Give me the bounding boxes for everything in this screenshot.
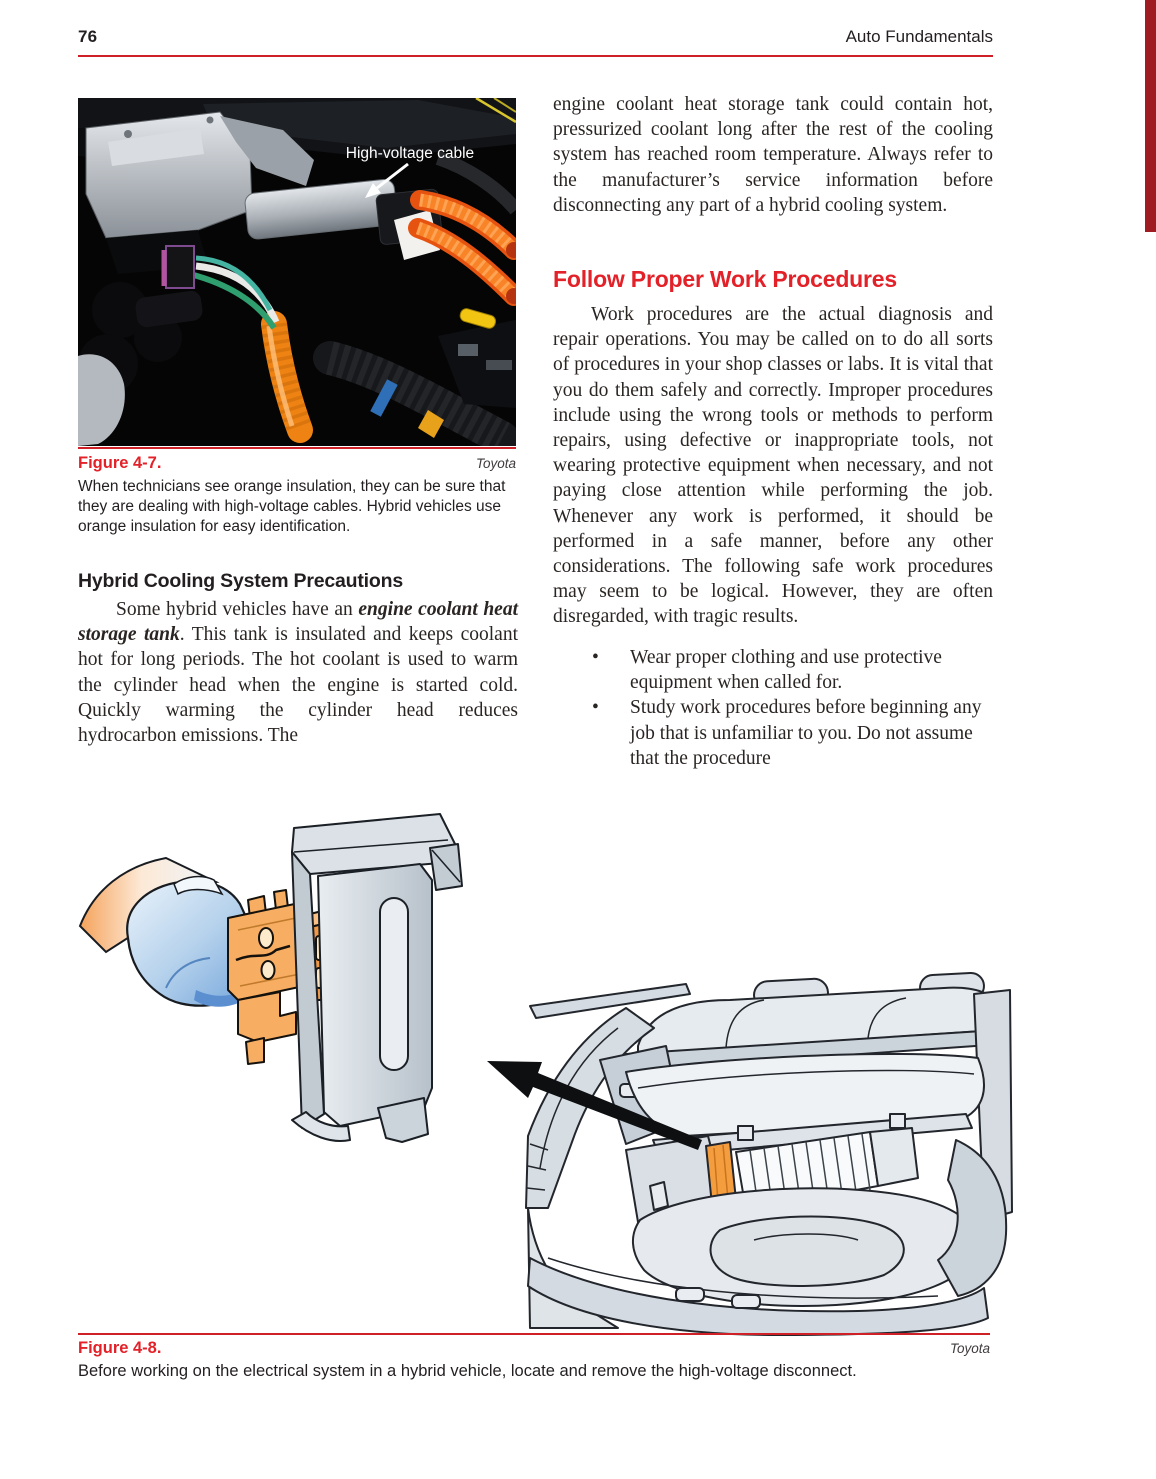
page-number: 76 (78, 27, 98, 46)
left-column-paragraph (78, 597, 518, 748)
list-item (553, 645, 993, 695)
bullet-text: Study work procedures before beginning any job that is unfamiliar to you. Do not assume that the procedure (630, 697, 982, 769)
section-heading-work-procedures: Follow Proper Work Procedures (553, 266, 897, 292)
figure-4-8-illustration (78, 788, 1013, 1336)
bullet-text: Wear proper clothing and use protective equipment when called for. (630, 647, 942, 694)
running-header-title: Auto Fundamentals (845, 27, 993, 46)
safe-work-bullet-list (553, 645, 993, 771)
figure-4-8-credit: Toyota (949, 1341, 990, 1356)
photo-annotation-label: High-voltage cable (345, 145, 475, 162)
paragraph-text: . This tank is insulated and keeps coolant hot for long periods. The hot coolant is used to warm the cylinder head when the engine is started cold. Quickly warming the cylinder head reduces hydrocarbon emissions. The (78, 624, 518, 747)
right-column-paragraph-1: engine coolant heat storage tank could contain hot, pressurized coolant long after the rest of the cooling system has reached room temperature. Always refer to the manufacturer’s service information before disconnecting any part of a hybrid cooling system. (553, 94, 993, 216)
figure-4-8-rule (78, 1333, 990, 1335)
paragraph-text: Some hybrid vehicles have an (116, 599, 359, 620)
figure-4-7-photo (78, 98, 516, 446)
figure-4-7-caption-row (78, 454, 516, 473)
list-item (553, 695, 993, 771)
figure-4-8-title: Figure 4-8. (78, 1339, 162, 1357)
figure-4-8-caption: Before working on the electrical system in a hybrid vehicle, locate and remove the high-voltage disconnect. (78, 1362, 857, 1380)
section-heading-hybrid-cooling: Hybrid Cooling System Precautions (78, 570, 403, 592)
car-trunk-graphic (526, 972, 1012, 1335)
chapter-edge-tab (1145, 0, 1156, 232)
figure-4-7-rule (78, 447, 516, 449)
right-column-paragraph-2: Work procedures are the actual diagnosis and repair operations. You may be called on to do all sorts of procedures in your shop classes or labs. It is vital that you do them safely and correctly. Improper procedures include using the wrong tools or methods to perform repairs, using defective or inappropriate tools, not wearing protective equipment when necessary, and not paying close attention while performing the job. Whenever any work is performed, it should be performed in a safe manner, before any other considerations. The following safe work procedures may seem to be logical. However, they are often disregarded, with tragic results. (553, 304, 993, 628)
figure-4-7-credit: Toyota (475, 456, 516, 471)
bullet-marker: • (592, 697, 599, 719)
figure-4-7-caption: When technicians see orange insulation, they can be sure that they are dealing with high-voltage cables. Hybrid vehicles use orange insulation for easy identification. (78, 478, 506, 535)
bullet-marker: • (592, 647, 599, 668)
header-rule (78, 55, 993, 57)
figure-4-7-title: Figure 4-7. (78, 454, 162, 472)
emphasized-term: engine coolant heat storage tank (78, 599, 519, 646)
figure-4-8-caption-row (78, 1339, 990, 1358)
